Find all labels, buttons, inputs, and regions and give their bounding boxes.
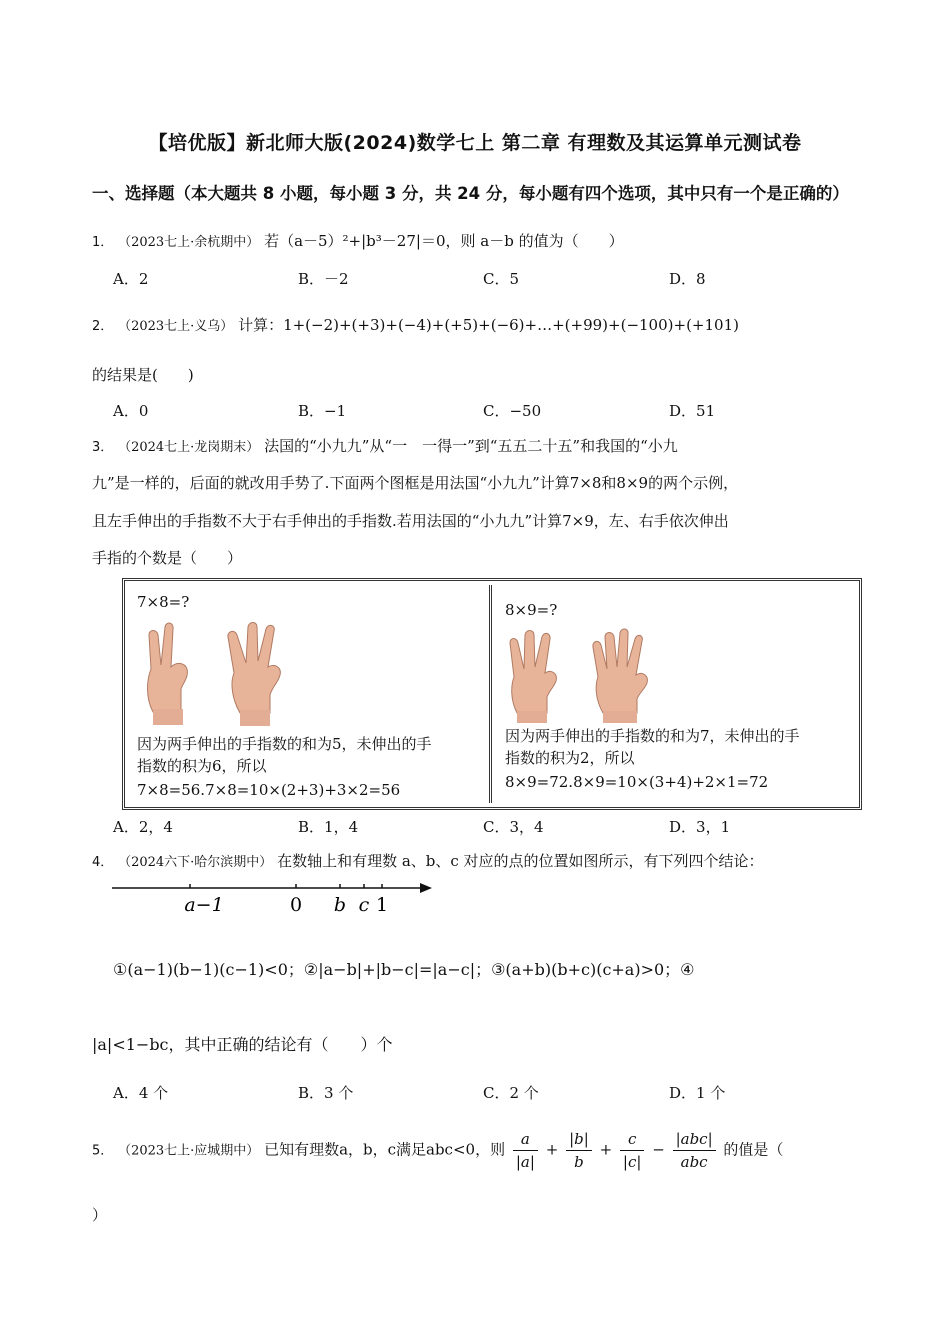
page-title: 【培优版】新北师大版(2024)数学七上 第二章 有理数及其运算单元测试卷 [148, 132, 802, 154]
option-b[interactable]: B．−1 [298, 402, 347, 420]
hand-image [139, 617, 199, 727]
example-frame [122, 578, 862, 810]
number-line [110, 878, 440, 918]
option-a[interactable]: A．2 [113, 270, 149, 288]
question-stem-line: 手指的个数是（ ） [92, 549, 243, 567]
question-3 [92, 436, 678, 458]
axis-label: 1 [375, 894, 389, 916]
question-2 [92, 315, 739, 337]
question-stem: 已知有理数a，b，c满足abc<0，则 [264, 1140, 506, 1159]
question-stem-line: 且左手伸出的手指数不大于右手伸出的手指数.若用法国的“小九九”计算7×9，左、右手依次伸出 [92, 512, 729, 530]
axis-label: b [333, 894, 347, 916]
example-explanation: 因为两手伸出的手指数的和为7，未伸出的手 [505, 727, 800, 745]
fraction: $\frac{\text{|abc|}}{\text{abc}}$ [673, 1128, 716, 1173]
axis-label: 0 [289, 894, 303, 916]
option-d[interactable]: D．1 个 [669, 1084, 726, 1102]
fraction: $\frac{c}{|c|}$ [620, 1128, 645, 1173]
question-5 [92, 1128, 783, 1173]
question-source: （2023七上·应城期中） [118, 1143, 260, 1159]
option-b[interactable]: B．1，4 [298, 818, 359, 836]
option-c[interactable]: C．5 [483, 270, 520, 288]
option-d[interactable]: D．3，1 [669, 818, 731, 836]
fraction: $\frac{|b|}{b}$ [566, 1128, 592, 1173]
option-c[interactable]: C．−50 [483, 402, 542, 420]
conclusions: |a|<1−bc，其中正确的结论有（ ）个 [92, 1035, 393, 1054]
example-question: 8×9=? [505, 601, 558, 619]
question-source: （2024六下·哈尔滨期中） [118, 855, 273, 870]
question-stem-tail: ） [92, 1206, 108, 1224]
example-left-panel [129, 585, 492, 803]
hand-image [505, 625, 565, 725]
example-equation: 7×8=56.7×8=10×(2+3)+3×2=56 [137, 781, 401, 799]
example-explanation: 因为两手伸出的手指数的和为5，未伸出的手 [137, 735, 432, 753]
question-4 [92, 851, 764, 873]
hand-image [224, 617, 294, 727]
hand-image [589, 625, 659, 725]
example-explanation: 指数的积为2，所以 [505, 749, 635, 767]
example-question: 7×8=? [137, 593, 190, 611]
question-stem: 计算：1+(−2)+(+3)+(−4)+(+5)+(−6)+…+(+99)+(−100)+(+101) [238, 316, 739, 334]
fraction: $\frac{a}{|a|}$ [513, 1128, 538, 1173]
operator: + [599, 1140, 613, 1159]
option-b[interactable]: B．－2 [298, 270, 349, 288]
example-explanation: 指数的积为6，所以 [137, 757, 267, 775]
question-stem: 法国的“小九九”从“一 一得一”到“五五二十五”和我国的“小九 [264, 437, 678, 455]
axis-label: a−1 [184, 894, 224, 916]
operator: − [652, 1140, 665, 1159]
question-number: 2． [92, 319, 114, 334]
question-stem: 若（a－5）²+|b³－27|＝0，则 a－b 的值为（ ） [264, 232, 624, 250]
option-c[interactable]: C．2 个 [483, 1084, 539, 1102]
option-a[interactable]: A．0 [113, 402, 149, 420]
section-heading: 一、选择题（本大题共 8 小题，每小题 3 分，共 24 分，每小题有四个选项，其中只有一个是正确的） [92, 184, 849, 203]
question-1 [92, 231, 624, 253]
conclusions: ①(a−1)(b−1)(c−1)<0；②|a−b|+|b−c|=|a−c|；③(a+b)(b+c)(c+a)>0；④ [113, 960, 695, 979]
question-stem: 在数轴上和有理数 a、b、c 对应的点的位置如图所示，有下列四个结论： [277, 852, 764, 870]
example-equation: 8×9=72.8×9=10×(3+4)+2×1=72 [505, 773, 769, 791]
question-source: （2023七上·义乌） [118, 319, 234, 334]
option-a[interactable]: A．2，4 [113, 818, 173, 836]
operator: + [545, 1140, 559, 1159]
question-number: 1． [92, 235, 114, 250]
question-stem-continued: 的结果是( ) [92, 366, 194, 384]
question-stem-line: 九”是一样的，后面的就改用手势了.下面两个图框是用法国“小九九”计算7×8和8×9的两个示例， [92, 474, 739, 492]
axis-label: c [358, 894, 370, 916]
option-d[interactable]: D．8 [669, 270, 706, 288]
question-source: （2024七上·龙岗期末） [118, 440, 260, 455]
option-c[interactable]: C．3，4 [483, 818, 544, 836]
question-number: 3． [92, 440, 114, 455]
question-stem-end: 的值是（ [723, 1140, 784, 1159]
question-source: （2023七上·余杭期中） [118, 235, 260, 250]
example-right-panel [497, 585, 855, 803]
question-number: 4． [92, 855, 114, 870]
question-number: 5． [92, 1143, 114, 1159]
option-d[interactable]: D．51 [669, 402, 716, 420]
option-a[interactable]: A．4 个 [113, 1084, 169, 1102]
option-b[interactable]: B．3 个 [298, 1084, 354, 1102]
